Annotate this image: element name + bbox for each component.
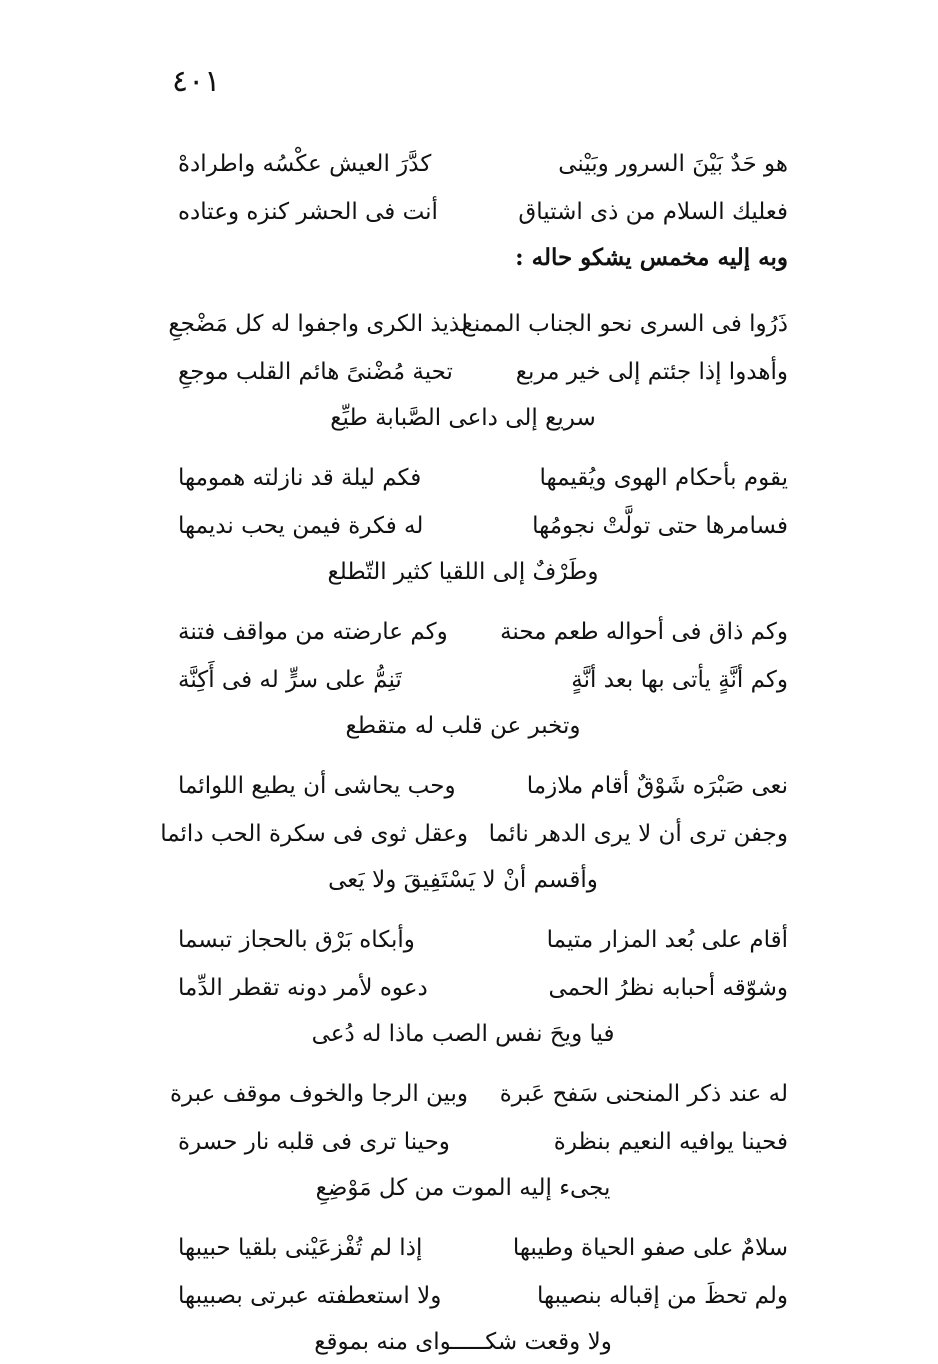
- section-heading: وبه إليه مخمس يشكو حاله :: [515, 243, 788, 271]
- verse-line: [178, 608, 788, 656]
- stanza-refrain: وأقسم أنْ لا يَسْتَفِيقَ ولا يَعى: [328, 866, 598, 893]
- second-hemistich: كدَّرَ العيش عكْسُه واطرادهْ: [178, 150, 432, 177]
- first-hemistich: أقام على بُعد المزار متيما: [546, 926, 788, 953]
- spacer: [178, 278, 788, 286]
- verse-line: [178, 916, 788, 964]
- stanza-1: [168, 300, 788, 440]
- first-hemistich: له عند ذكر المنحنى سَفح عَبرة: [499, 1080, 788, 1107]
- second-hemistich: وحينا ترى فى قلبه نار حسرة: [178, 1128, 450, 1155]
- first-hemistich: سلامٌ على صفو الحياة وطيبها: [512, 1234, 788, 1261]
- first-hemistich: فعليك السلام من ذى اشتياق: [518, 198, 788, 225]
- second-hemistich: دعوه لأمر دونه تقطر الدِّما: [178, 974, 428, 1001]
- stanza-5: [178, 916, 788, 1056]
- verse-line: [178, 502, 788, 550]
- verse-line: [178, 348, 788, 396]
- verse-line: [178, 1118, 788, 1166]
- verse-line: [178, 454, 788, 502]
- verse-line: [178, 140, 788, 188]
- first-hemistich: فسامرها حتى تولَّتْ نجومُها: [532, 512, 788, 539]
- second-hemistich: فكم ليلة قد نازلته همومها: [178, 464, 422, 491]
- stanza-6: [169, 1070, 788, 1210]
- stanza-refrain: وتخبر عن قلب له متقطع: [345, 712, 581, 739]
- first-hemistich: ذَرُوا فى السرى نحو الجناب الممنع: [461, 310, 788, 337]
- verse-line: [178, 656, 788, 704]
- verse-line: [178, 188, 788, 236]
- page-number: ٤٠١: [172, 64, 221, 99]
- second-hemistich: وأبكاه بَرْق بالحجاز تبسما: [178, 926, 415, 953]
- verse-line: [178, 964, 788, 1012]
- second-hemistich: ولا استعطفته عبرتى بصبيبها: [178, 1282, 442, 1309]
- second-hemistich: تَنِمُّ على سرٍّ له فى أَكِنَّة: [178, 666, 402, 693]
- second-hemistich: وكم عارضته من مواقف فتنة: [178, 618, 448, 645]
- verse-line: [169, 1070, 788, 1118]
- first-hemistich: وجفن ترى أن لا يرى الدهر نائما: [488, 820, 788, 847]
- second-hemistich: تحية مُضْنىً هائم القلب موجعِ: [178, 358, 453, 385]
- verse-line: [178, 762, 788, 810]
- second-hemistich: أنت فى الحشر كنزه وعتاده: [178, 198, 438, 225]
- stanza-3: [178, 608, 788, 748]
- first-hemistich: وشوّقه أحبابه نظرُ الحمى: [548, 974, 788, 1001]
- first-hemistich: نعى صَبْرَه شَوْقٌ أقام ملازما: [526, 772, 788, 799]
- verse-line: [160, 810, 788, 858]
- second-hemistich: له فكرة فيمن يحب نديمها: [178, 512, 424, 539]
- poem-body: [160, 140, 788, 1364]
- stanza-refrain: فيا ويحَ نفس الصب ماذا له دُعى: [311, 1020, 615, 1047]
- second-hemistich: وعقل ثوى فى سكرة الحب دائما: [160, 820, 468, 847]
- second-hemistich: لذيذ الكرى واجفوا له كل مَضْجعِ: [168, 310, 468, 337]
- first-hemistich: ولم تحظَ من إقباله بنصيبها: [536, 1282, 788, 1309]
- verse-line: [168, 300, 788, 348]
- stanza-refrain: وطَرْفٌ إلى اللقيا كثير التّطلع: [327, 558, 599, 585]
- first-hemistich: يقوم بأحكام الهوى ويُقيمها: [539, 464, 788, 491]
- stanza-refrain: يجىء إليه الموت من كل مَوْضِعِ: [315, 1174, 611, 1201]
- stanza-4: [160, 762, 788, 902]
- first-hemistich: وكم ذاق فى أحواله طعم محنة: [500, 618, 788, 645]
- second-hemistich: وحب يحاشى أن يطيع اللوائما: [178, 772, 456, 799]
- intro-verses: [178, 140, 788, 236]
- stanza-2: [178, 454, 788, 594]
- first-hemistich: وأهدوا إذا جئتم إلى خير مربع: [515, 358, 788, 385]
- first-hemistich: وكم أنَّةٍ يأتى بها بعد أنَّةٍ: [571, 666, 788, 693]
- second-hemistich: وبين الرجا والخوف موقف عبرة: [169, 1080, 468, 1107]
- verse-line: [178, 1272, 788, 1320]
- verse-line: [178, 1224, 788, 1272]
- stanza-refrain: سريع إلى داعى الصَّبابة طيِّع: [330, 404, 596, 431]
- first-hemistich: هو حَدٌ بَيْنَ السرور وبَيْنى: [558, 150, 788, 177]
- stanza-refrain: ولا وقعت شكـــــواى منه بموقع: [314, 1328, 612, 1355]
- first-hemistich: فحينا يوافيه النعيم بنظرة: [553, 1128, 788, 1155]
- stanza-7: [178, 1224, 788, 1364]
- second-hemistich: إذا لم تُفْزعَيْنى بلقيا حبيبها: [178, 1234, 423, 1261]
